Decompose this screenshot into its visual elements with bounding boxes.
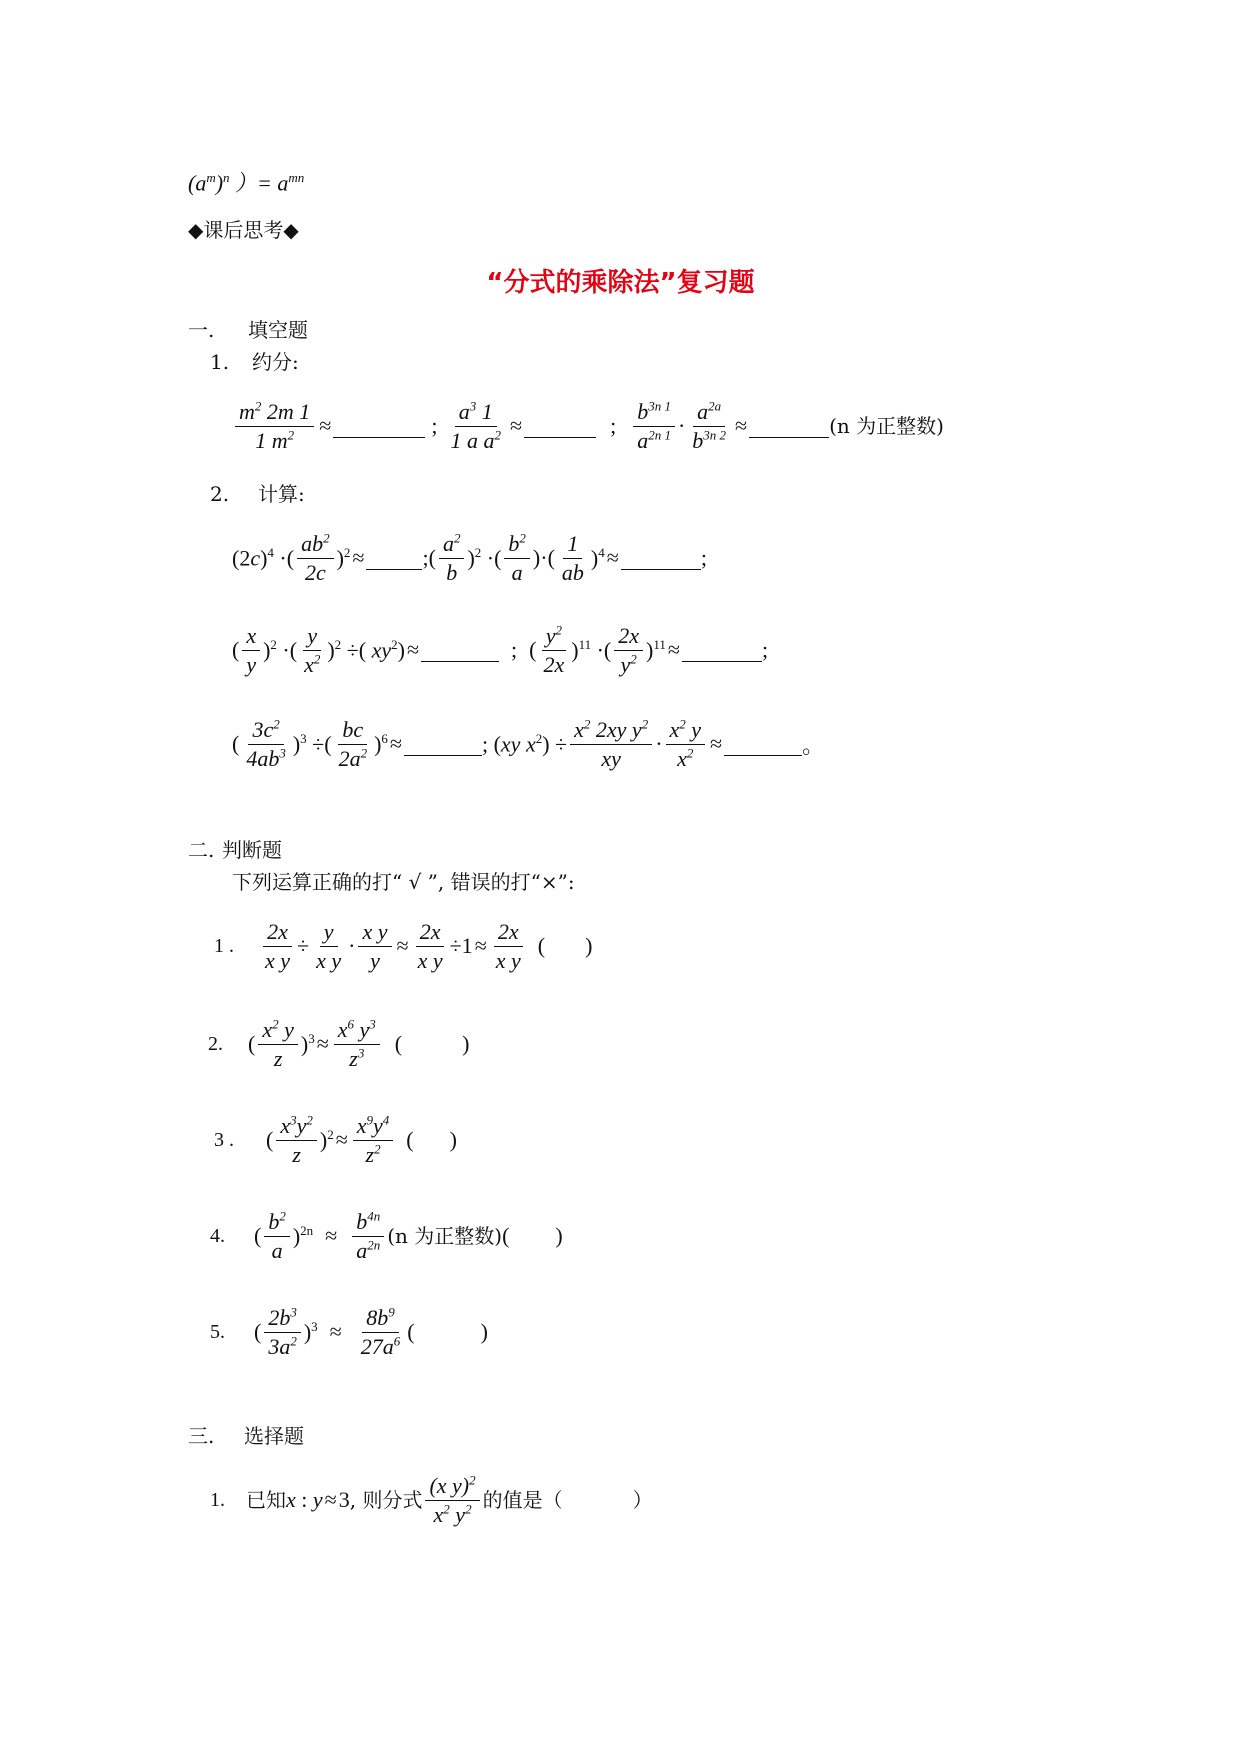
choice-pre: 已知 bbox=[246, 1488, 286, 1512]
q1-label: 1. bbox=[210, 350, 230, 374]
judge-item-5: 5. ( $\frac{2b^3}{3a^2}$ )$^3$ ≈ $\frac{8b^9}{27a^6}$ ( ) bbox=[210, 1304, 488, 1359]
section-1-heading: 填空题 bbox=[248, 318, 308, 342]
choice-mid: , 则分式 bbox=[349, 1488, 423, 1512]
item-label: 3 . bbox=[214, 1129, 234, 1151]
answer-blank[interactable] bbox=[333, 415, 425, 438]
fraction: $\frac{a^3 1}{1 a a^2}$ bbox=[450, 398, 501, 453]
fraction: $\frac{a^{2a}}{b^{3n 2}}$ bbox=[692, 398, 727, 453]
reduce-row: $\frac{m^2 2m 1}{1 m^2}$ ≈ ; $\frac{a^3 1}{1 a a^2}$ ≈ ; $\frac{b^{3n 1}}{a^{2n 1}}$ · $\frac{a^{2a}}{b^{3n 2}}$ ≈ (n 为正整数) bbox=[232, 398, 944, 454]
section-2-number: 二. bbox=[188, 838, 215, 862]
q1-note: (n 为正整数) bbox=[829, 414, 944, 438]
section-3-heading: 选择题 bbox=[244, 1424, 304, 1448]
section-1-number: 一. bbox=[188, 318, 215, 342]
answer-blank[interactable] bbox=[404, 733, 482, 756]
item-label: 4. bbox=[210, 1225, 225, 1247]
item4-note: (n 为正整数) bbox=[387, 1224, 503, 1248]
page-title: “分式的乘除法”复习题 bbox=[486, 268, 755, 298]
item-label: 1. bbox=[210, 1489, 225, 1511]
q1-text: 约分: bbox=[252, 350, 299, 374]
section-3-number: 三. bbox=[188, 1424, 215, 1448]
section-2-instruction: 下列运算正确的打“ √ ”, 错误的打“×”: bbox=[232, 870, 575, 894]
compute-row-1: $(2c)^4$ ·( $\frac{ab^2}{2c}$ )$^2$ ≈ ;( $\frac{a^2}{b}$ )$^2$ ·( $\frac{b^2}{a}$ )·( $\frac{1}{ab}$ )$^4$ ≈ ; bbox=[232, 530, 707, 585]
compute-row-3: ( $\frac{3c^2}{4ab^3}$ )$^3$ ÷( $\frac{bc}{2a^2}$ )$^6$ ≈ ; (xy $x^2$) ÷ $\frac{x^2 2xy y^2}{xy}$ · $\frac{x^2 y}{x^2}$ ≈ 。 bbox=[232, 716, 825, 771]
judge-item-4: 4. ( $\frac{b^2}{a}$ )$^{2n}$ ≈ $\frac{b^{4n}}{a^{2n}}$ (n 为正整数) ( ) bbox=[210, 1208, 563, 1263]
answer-blank[interactable] bbox=[724, 733, 802, 756]
judge-item-3: 3 . ( $\frac{x^3y^2}{z}$ )$^2$ ≈ $\frac{x^9y^4}{z^2}$ ( ) bbox=[214, 1112, 457, 1167]
item-label: 1 . bbox=[214, 935, 234, 957]
choice-close: ） bbox=[632, 1488, 653, 1512]
answer-blank[interactable] bbox=[749, 415, 829, 438]
q2-text: 计算: bbox=[258, 482, 305, 506]
after-class-heading: ◆课后思考◆ bbox=[188, 218, 299, 242]
answer-blank[interactable] bbox=[421, 639, 499, 662]
judge-item-2: 2. ( $\frac{x^2 y}{z}$ )$^3$ ≈ $\frac{x^6 y^3}{z^3}$ ( ) bbox=[208, 1016, 470, 1071]
fraction: $\frac{m^2 2m 1}{1 m^2}$ bbox=[235, 398, 314, 454]
item-label: 5. bbox=[210, 1321, 225, 1343]
compute-row-2: ( $\frac{x}{y}$ )$^2$ ·( $\frac{y}{x^2}$ )$^2$ ÷( $xy^2$) ≈ ; ( $\frac{y^2}{2x}$ )$^{11}$ ·( $\frac{2x}{y^2}$ )$^{11}$ ≈ ; bbox=[232, 622, 769, 677]
answer-blank[interactable] bbox=[682, 639, 762, 662]
answer-blank[interactable] bbox=[366, 547, 422, 570]
judge-item-1: 1 . $\frac{2x}{\text{x y}}$ ÷ $\frac{y}{\text{x y}}$ · $\frac{\text{x y}}{y}$ ≈ $\frac{2x}{\text{x y}}$ ÷1 ≈ $\frac{2x}{\text{x y}}$ ( ) bbox=[214, 919, 593, 973]
answer-blank[interactable] bbox=[524, 415, 596, 438]
answer-blank[interactable] bbox=[621, 547, 701, 570]
choice-post: 的值是（ bbox=[482, 1488, 563, 1512]
section-2-heading: 判断题 bbox=[222, 838, 282, 862]
choice-item-1: 1. 已知 x : y ≈ 3 , 则分式 $\frac{(x y)^2}{x^2 y^2}$ 的值是（ ） bbox=[210, 1472, 653, 1527]
exponent-rule: $(a^m)^n$ ）= $a^{mn}$ bbox=[188, 170, 305, 196]
item-label: 2. bbox=[208, 1033, 223, 1055]
q2-label: 2. bbox=[210, 482, 230, 506]
fraction: $\frac{b^{3n 1}}{a^{2n 1}}$ bbox=[633, 398, 675, 454]
